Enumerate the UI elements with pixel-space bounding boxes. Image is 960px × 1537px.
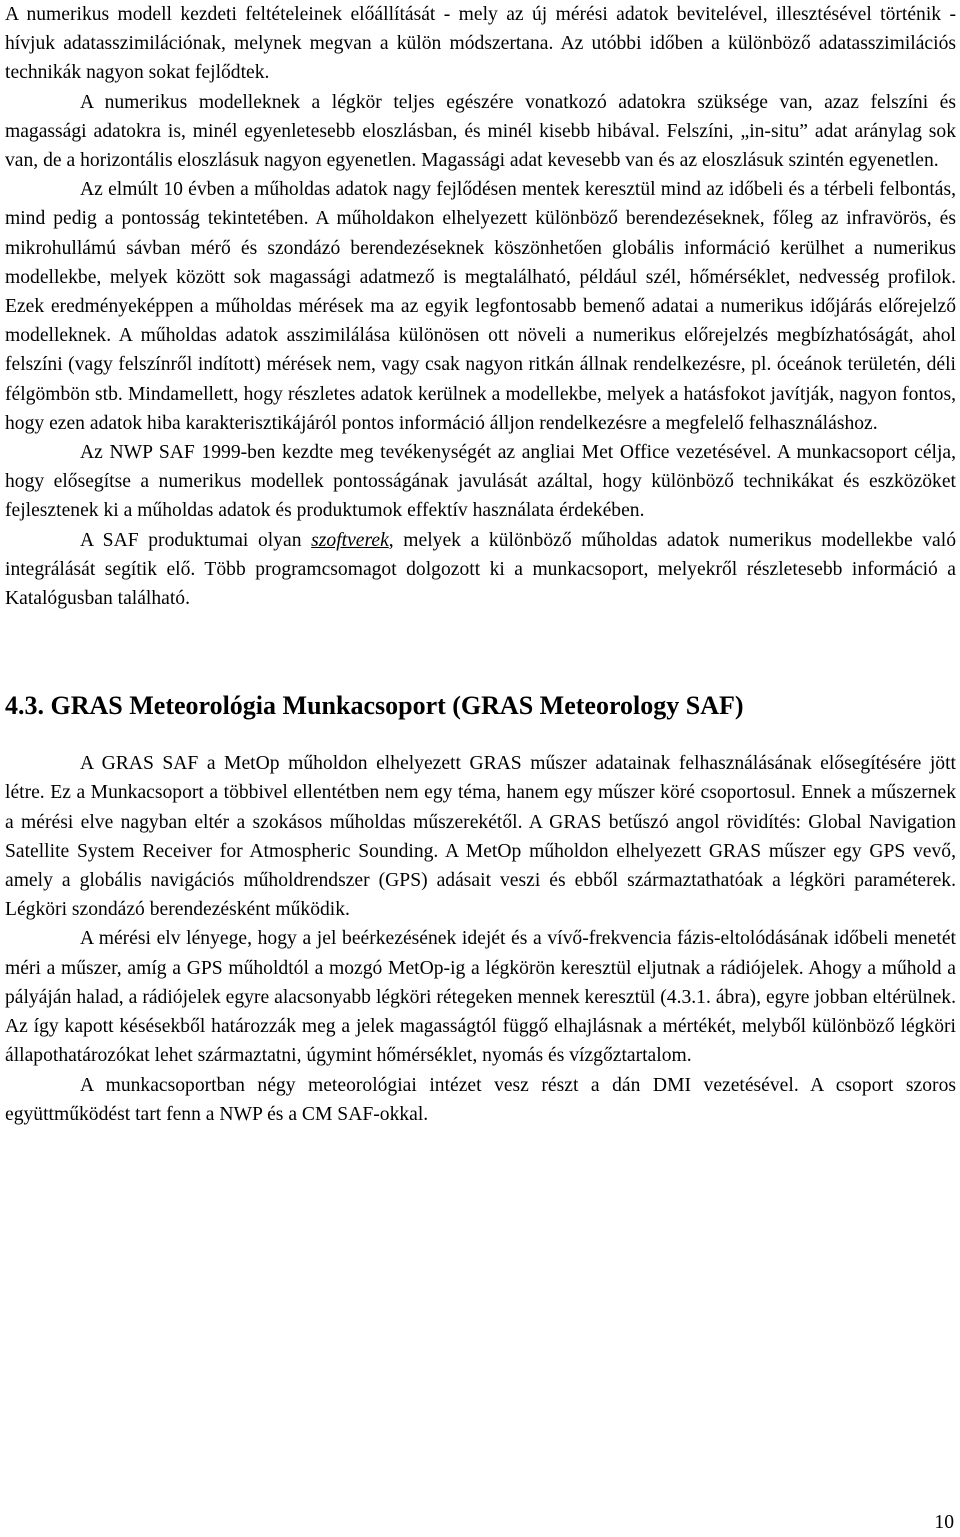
document-page xyxy=(5,0,956,1129)
paragraph-measurement-principle: A mérési elv lényege, hogy a jel beérkezésének idejét és a vívő-frekvencia fázis-eltolódásának időbeli menetét méri a műszer, amíg a GPS műholdtól a mozgó MetOp-ig a légkörön keresztül eljutnak a rádiójelek. Ahogy a műhold a pályáján halad, a rádiójelek egyre alacsonyabb légköri rétegeken mennek keresztül (4.3.1. ábra), egyre jobban eltérülnek. Az így kapott késésekből határozzák meg a jelek magasságtól függő elhajlásnak a mértékét, melyből különböző légköri állapothatározókat lehet származtatni, úgymint hőmérséklet, nyomás és vízgőztartalom. xyxy=(5,928,956,1067)
paragraph-satellite-data: Az elmúlt 10 évben a műholdas adatok nagy fejlődésen mentek keresztül mind az időbeli és a térbeli felbontás, mind pedig a pontosság tekintetében. A műholdakon elhelyezett különböző berendezéseknek, főleg az infravörös, és mikrohullámú sávban mérő és szondázó berendezéseknek köszönhetően globális információ kerülhet a numerikus modellekbe, melyek között sok magassági adatmező is megtalálható, például szél, hőmérséklet, nedvesség profilok. Ezek eredményeképpen a műholdas mérések ma az egyik legfontosabb bemenő adatai a numerikus időjárás előrejelző modelleknek. A műholdas adatok asszimilálása különösen ott növeli a numerikus előrejelzés megbízhatóságát, ahol felszíni (vagy felszínről indított) mérések nem, vagy csak nagyon ritkán állnak rendelkezésre, pl. óceánok területén, déli félgömbön stb. Mindamellett, hogy részletes adatok kerülnek a modellekbe, melyek a hatásfokot javítják, nagyon fontos, hogy ezen adatok hiba karakterisztikájáról pontos információ álljon rendelkezésre a megfelelő felhasználáshoz. xyxy=(5,179,956,434)
saf-products-text-start: A SAF produktumai olyan xyxy=(80,529,312,551)
paragraph-gras-saf: A GRAS SAF a MetOp műholdon elhelyezett GRAS műszer adatainak felhasználásának elősegítésére jött létre. Ez a Munkacsoport a többivel ellentétben nem egy téma, hanem egy műszer köré csoportosul. Ennek a műszernek a mérési elve nagyban eltér a szokásos műholdas műszerekétől. A GRAS betűszó angol rövidítés: Global Navigation Satellite System Receiver for Atmospheric Sounding. A MetOp műholdon elhelyezett GRAS műszer egy GPS vevő, amely a globális navigációs műholdrendszer (GPS) adásait veszi és ebből származtathatóak a légköri paraméterek. Légköri szondázó berendezésként működik. xyxy=(5,753,956,921)
paragraph-saf-products xyxy=(5,526,956,614)
saf-products-text-end: , melyek a különböző műholdas adatok numerikus modellekbe való integrálását segítik elő. Több programcsomagot dolgozott ki a munkacsoport, melyekről részletesebb információ a Katalógusban található. xyxy=(5,529,956,610)
page-number: 10 xyxy=(934,1512,954,1533)
paragraph-data-assimilation: A numerikus modell kezdeti feltételeinek előállítását - mely az új mérési adatok bevitelével, illesztésével történik - hívjuk adatasszimilációnak, melynek megvan a külön módszertana. Az utóbbi időben a különböző adatasszimilációs technikák nagyon sokat fejlődtek. xyxy=(5,4,956,84)
software-link[interactable]: szoftverek xyxy=(311,529,389,551)
paragraph-working-group: A munkacsoportban négy meteorológiai intézet vesz részt a dán DMI vezetésével. A csoport szoros együttműködést tart fenn a NWP és a CM SAF-okkal. xyxy=(5,1074,956,1125)
paragraph-model-data-needs: A numerikus modelleknek a légkör teljes egészére vonatkozó adatokra szüksége van, azaz felszíni és magassági adatokra is, minél egyenletesebb eloszlásban, és minél kisebb hibával. Felszíni, „in-situ” adat aránylag sok van, de a horizontális eloszlásuk nagyon egyenetlen. Magassági adat kevesebb van és az eloszlásuk szintén egyenetlen. xyxy=(5,91,956,172)
paragraph-nwp-saf: Az NWP SAF 1999-ben kezdte meg tevékenységét az angliai Met Office vezetésével. A munkacsoport célja, hogy elősegítse a numerikus modellek pontosságának javulását azáltal, hogy különböző technikákat és eszközöket fejlesztenek ki a műholdas adatok és produktumok effektív használata érdekében. xyxy=(5,442,956,522)
section-heading: 4.3. GRAS Meteorológia Munkacsoport (GRAS Meteorology SAF) xyxy=(5,691,744,721)
